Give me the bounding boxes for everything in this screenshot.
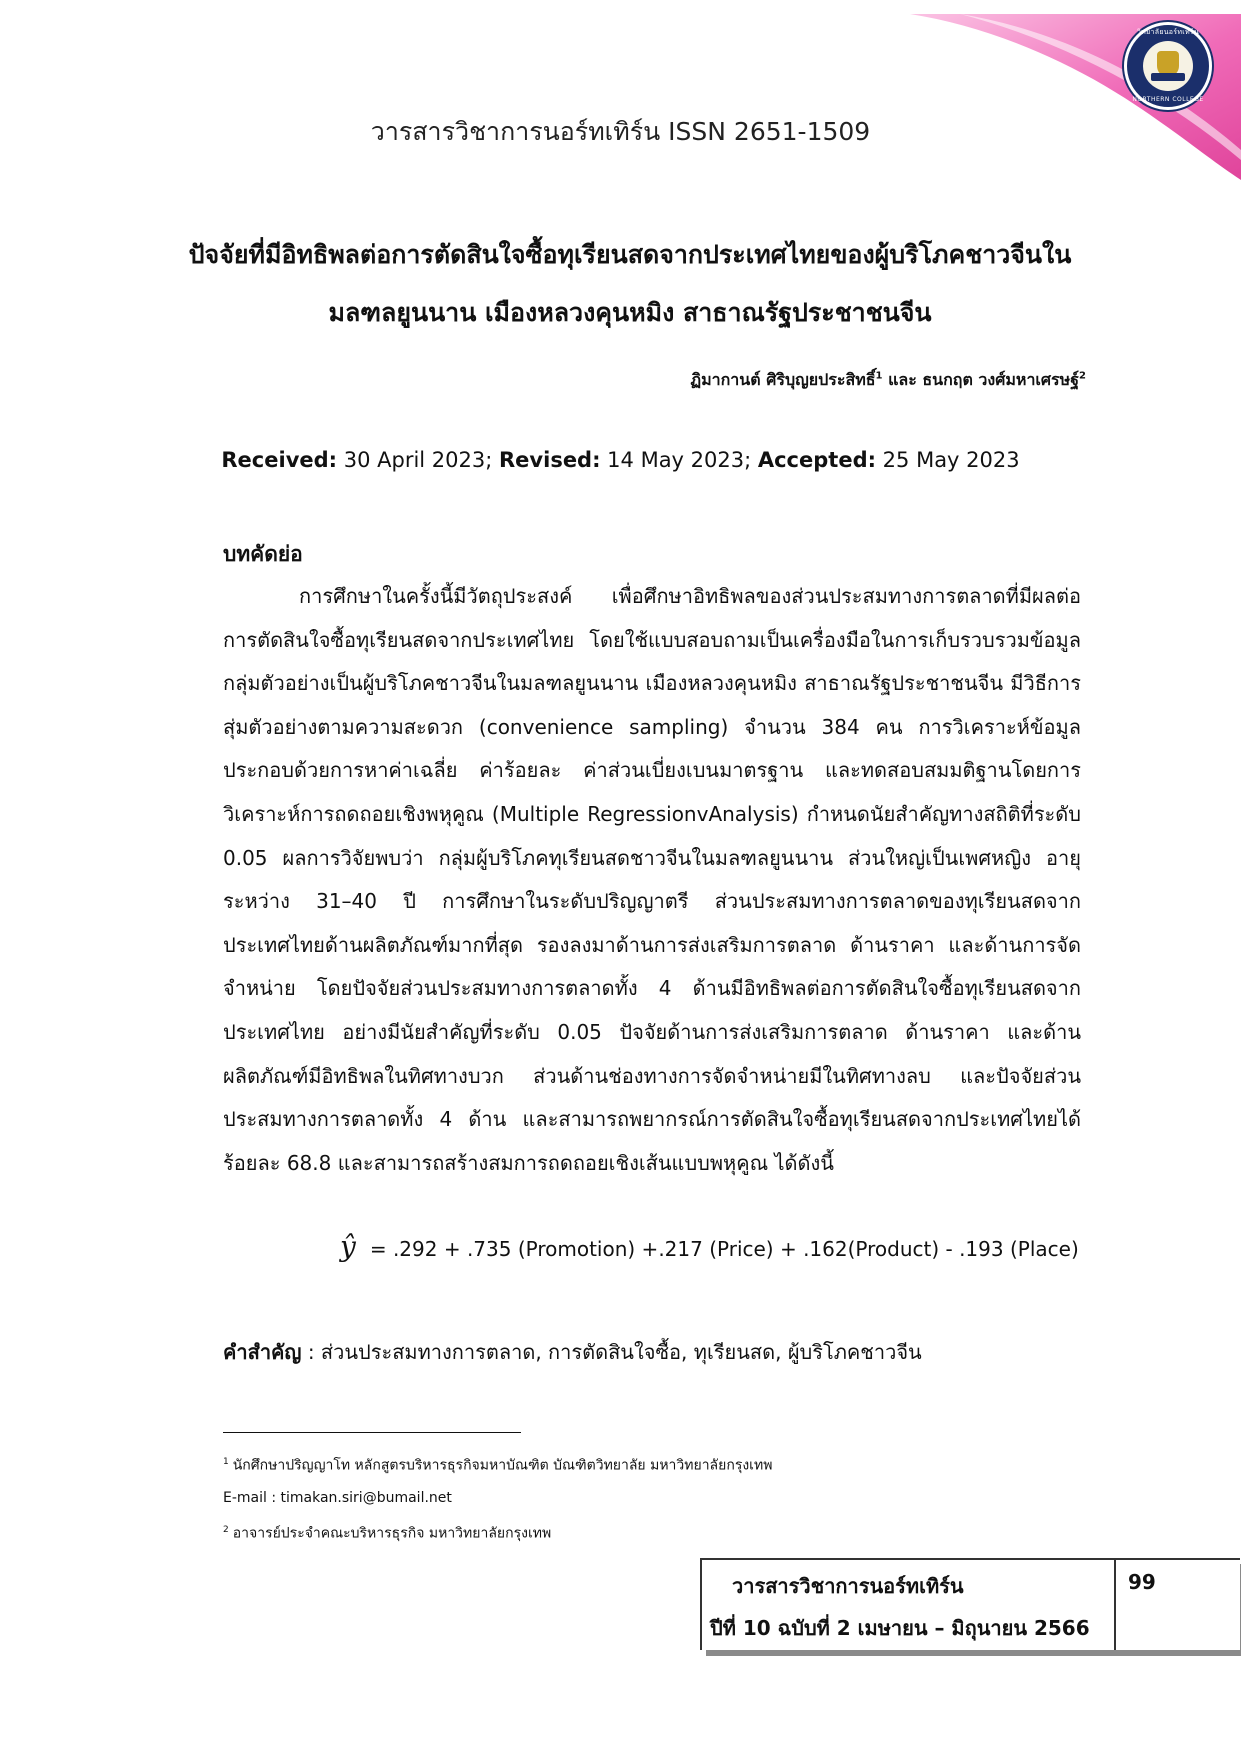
author-2: ธนกฤต วงศ์มหาเศรษฐ์ (922, 370, 1080, 389)
college-logo (1124, 22, 1212, 110)
keywords-text: ส่วนประสมทางการตลาด, การตัดสินใจซื้อ, ทุเรียนสด, ผู้บริโภคชาวจีน (320, 1340, 922, 1364)
footer-journal-info (702, 1560, 1116, 1650)
article-title (180, 226, 1080, 342)
author-1: ฏิมากานต์ ศิริบุญยประสิทธิ์ (690, 370, 876, 389)
author-2-mark: 2 (1079, 370, 1086, 382)
footnotes (223, 1446, 772, 1549)
received-date: 30 April 2023; (337, 448, 500, 472)
footnote-1-text: นักศึกษาปริญญาโท หลักสูตรบริหารธุรกิจมหาบัณฑิต บัณฑิตวิทยาลัย มหาวิทยาลัยกรุงเทพ (232, 1457, 773, 1474)
author-line (690, 368, 1086, 393)
title-line-1: ปัจจัยที่มีอิทธิพลต่อการตัดสินใจซื้อทุเรียนสดจากประเทศไทยของผู้บริโภคชาวจีนใน (188, 240, 1072, 269)
y-hat-symbol: ŷ (340, 1230, 356, 1263)
title-line-2: มลฑลยูนนาน เมืองหลวงคุนหมิง สาธาณรัฐประชาชนจีน (328, 298, 932, 327)
revised-date: 14 May 2023; (600, 448, 758, 472)
footnote-divider (223, 1432, 521, 1433)
footnote-1-mark: 1 (223, 1457, 229, 1467)
footer-issue: ปีที่ 10 ฉบับที่ 2 เมษายน – มิถุนายน 2566 (710, 1616, 1090, 1640)
footnote-2-mark: 2 (223, 1524, 229, 1535)
logo-emblem (1143, 41, 1193, 91)
author-conjunction: และ (882, 370, 923, 389)
accepted-label: Accepted: (757, 448, 876, 472)
received-label: Received: (221, 448, 338, 472)
journal-header: วารสารวิชาการนอร์ทเทิร์น ISSN 2651-1509 (370, 117, 871, 146)
footnote-2 (223, 1514, 772, 1550)
footnote-2-text: อาจารย์ประจำคณะบริหารธุรกิจ มหาวิทยาลัยกรุงเทพ (232, 1525, 552, 1542)
revised-label: Revised: (499, 448, 601, 472)
pink-swoosh-graphic (0, 0, 1241, 200)
keywords-label: คำสำคัญ (223, 1340, 302, 1364)
abstract-paragraph: การศึกษาในครั้งนี้มีวัตถุประสงค์ เพื่อศึกษาอิทธิพลของส่วนประสมทางการตลาดที่มีผลต่อการตัดสินใจซื้อทุเรียนสดจากประเทศไทย โดยใช้แบบสอบถามเป็นเครื่องมือในการเก็บรวบรวมข้อมูล กลุ่มตัวอย่างเป็นผู้บริโภคชาวจีนในมลฑลยูนนาน เมืองหลวงคุนหมิง สาธาณรัฐประชาชนจีน มีวิธีการสุ่มตัวอย่างตามความสะดวก (convenience sampling) จำนวน 384 คน การวิเคราะห์ข้อมูลประกอบด้วยการหาค่าเฉลี่ย ค่าร้อยละ ค่าส่วนเบี่ยงเบนมาตรฐาน และทดสอบสมมติฐานโดยการวิเคราะห์การถดถอยเชิงพหุคูณ (Multiple RegressionvAnalysis) กำหนดนัยสำคัญทางสถิติที่ระดับ 0.05 ผลการวิจัยพบว่า กลุ่มผู้บริโภคทุเรียนสดชาวจีนในมลฑลยูนนาน ส่วนใหญ่เป็นเพศหญิง อายุระหว่าง 31–40 ปี การศึกษาในระดับปริญญาตรี ส่วนประสมทางการตลาดของทุเรียนสดจากประเทศไทยด้านผลิตภัณฑ์มากที่สุด รองลงมาด้านการส่งเสริมการตลาด ด้านราคา และด้านการจัดจำหน่าย โดยปัจจัยส่วนประสมทางการตลาดทั้ง 4 ด้านมีอิทธิพลต่อการตัดสินใจซื้อทุเรียนสดจากประเทศไทย อย่างมีนัยสำคัญที่ระดับ 0.05 ปัจจัยด้านการส่งเสริมการตลาด ด้านราคา และด้านผลิตภัณฑ์มีอิทธิพลในทิศทางบวก ส่วนด้านช่องทางการจัดจำหน่ายมีในทิศทางลบ และปัจจัยส่วนประสมทางการตลาดทั้ง 4 ด้าน และสามารถพยากรณ์การตัดสินใจซื้อทุเรียนสดจากประเทศไทยได้ร้อยละ 68.8 และสามารถสร้างสมการถดถอยเชิงเส้นแบบพหุคูณ ได้ดังนี้ (223, 584, 1081, 1175)
header-decoration (0, 0, 1241, 200)
submission-dates (0, 448, 1241, 472)
abstract-heading: บทคัดย่อ (223, 542, 303, 566)
accepted-date: 25 May 2023 (876, 448, 1020, 472)
equation-text: = .292 + .735 (Promotion) +.217 (Price) + .162(Product) - .193 (Place) (369, 1237, 1079, 1261)
regression-equation (340, 1230, 1079, 1263)
footer-box (700, 1558, 1240, 1650)
footer-journal-name: วารสารวิชาการนอร์ทเทิร์น (732, 1574, 964, 1598)
author-email: E-mail : timakan.siri@bumail.net (223, 1489, 452, 1506)
logo-bottom-text: NORTHERN COLLEGE (1132, 96, 1204, 103)
page-number: 99 (1128, 1570, 1156, 1594)
footnote-1 (223, 1446, 772, 1482)
author-1-mark: 1 (875, 370, 883, 382)
logo-top-text: วิทยาลัยนอร์ทเทิร์น (1136, 28, 1200, 36)
abstract-body (223, 575, 1081, 1185)
book-icon (1151, 73, 1185, 81)
keywords (223, 1336, 922, 1368)
keywords-separator: : (301, 1340, 321, 1364)
